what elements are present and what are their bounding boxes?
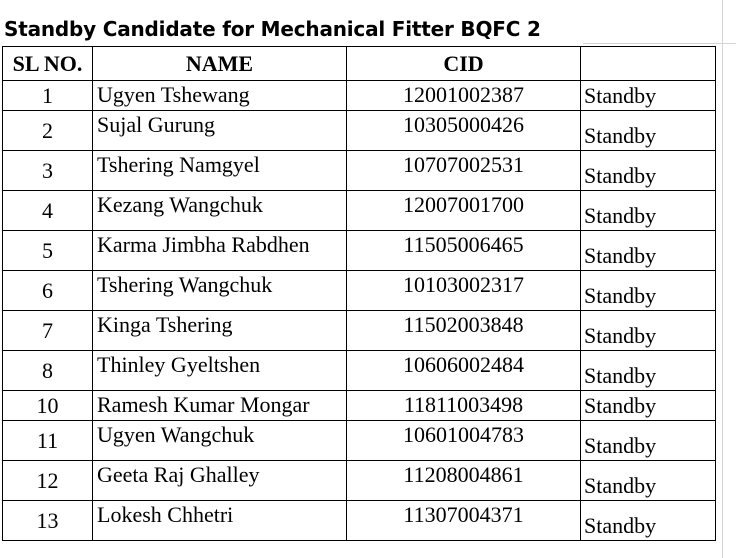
cell-cid[interactable]: 11208004861 (347, 461, 581, 501)
cell-cid[interactable]: 12001002387 (347, 81, 581, 111)
cell-status[interactable]: Standby (581, 271, 716, 311)
cell-name[interactable]: Lokesh Chhetri (93, 501, 347, 541)
cell-status[interactable]: Standby (581, 311, 716, 351)
cell-status[interactable]: Standby (581, 351, 716, 391)
cell-name[interactable]: Ugyen Tshewang (93, 81, 347, 111)
table-row (3, 351, 716, 391)
cell-status[interactable]: Standby (581, 231, 716, 271)
cell-cid[interactable]: 11307004371 (347, 501, 581, 541)
cell-name[interactable]: Kezang Wangchuk (93, 191, 347, 231)
cell-sl-no[interactable]: 12 (3, 461, 93, 501)
table-row (3, 501, 716, 541)
column-header-status[interactable] (581, 47, 716, 81)
cell-sl-no[interactable]: 6 (3, 271, 93, 311)
cell-cid[interactable]: 10606002484 (347, 351, 581, 391)
table-row (3, 81, 716, 111)
cell-status[interactable]: Standby (581, 461, 716, 501)
cell-name[interactable]: Ramesh Kumar Mongar (93, 391, 347, 421)
column-header-sl-no[interactable]: SL NO. (3, 47, 93, 81)
page-title: Standby Candidate for Mechanical Fitter BQFC 2 (4, 17, 541, 41)
table-row (3, 111, 716, 151)
cell-name[interactable]: Tshering Wangchuk (93, 271, 347, 311)
table-row (3, 391, 716, 421)
cell-status[interactable]: Standby (581, 421, 716, 461)
cell-name[interactable]: Kinga Tshering (93, 311, 347, 351)
cell-cid[interactable]: 11811003498 (347, 391, 581, 421)
cell-gridline (722, 0, 723, 558)
cell-status[interactable]: Standby (581, 191, 716, 231)
cell-name[interactable]: Geeta Raj Ghalley (93, 461, 347, 501)
standby-candidate-table (2, 46, 716, 541)
cell-name[interactable]: Thinley Gyeltshen (93, 351, 347, 391)
cell-cid[interactable]: 10601004783 (347, 421, 581, 461)
cell-status[interactable]: Standby (581, 391, 716, 421)
cell-sl-no[interactable]: 11 (3, 421, 93, 461)
cell-sl-no[interactable]: 10 (3, 391, 93, 421)
cell-cid[interactable]: 11505006465 (347, 231, 581, 271)
cell-name[interactable]: Sujal Gurung (93, 111, 347, 151)
cell-sl-no[interactable]: 7 (3, 311, 93, 351)
table-row (3, 421, 716, 461)
cell-sl-no[interactable]: 1 (3, 81, 93, 111)
cell-cid[interactable]: 12007001700 (347, 191, 581, 231)
column-header-name[interactable]: NAME (93, 47, 347, 81)
table-row (3, 311, 716, 351)
table-header-row (3, 47, 716, 81)
cell-sl-no[interactable]: 13 (3, 501, 93, 541)
cell-name[interactable]: Karma Jimbha Rabdhen (93, 231, 347, 271)
cell-status[interactable]: Standby (581, 81, 716, 111)
cell-status[interactable]: Standby (581, 111, 716, 151)
cell-cid[interactable]: 10103002317 (347, 271, 581, 311)
cell-gridline (583, 43, 736, 44)
table-row (3, 271, 716, 311)
table-row (3, 461, 716, 501)
table-row (3, 231, 716, 271)
table-row (3, 191, 716, 231)
cell-sl-no[interactable]: 2 (3, 111, 93, 151)
cell-status[interactable]: Standby (581, 501, 716, 541)
cell-sl-no[interactable]: 3 (3, 151, 93, 191)
cell-status[interactable]: Standby (581, 151, 716, 191)
cell-sl-no[interactable]: 8 (3, 351, 93, 391)
cell-cid[interactable]: 10305000426 (347, 111, 581, 151)
table-row (3, 151, 716, 191)
column-header-cid[interactable]: CID (347, 47, 581, 81)
cell-cid[interactable]: 10707002531 (347, 151, 581, 191)
cell-sl-no[interactable]: 5 (3, 231, 93, 271)
cell-name[interactable]: Ugyen Wangchuk (93, 421, 347, 461)
cell-sl-no[interactable]: 4 (3, 191, 93, 231)
cell-name[interactable]: Tshering Namgyel (93, 151, 347, 191)
cell-cid[interactable]: 11502003848 (347, 311, 581, 351)
